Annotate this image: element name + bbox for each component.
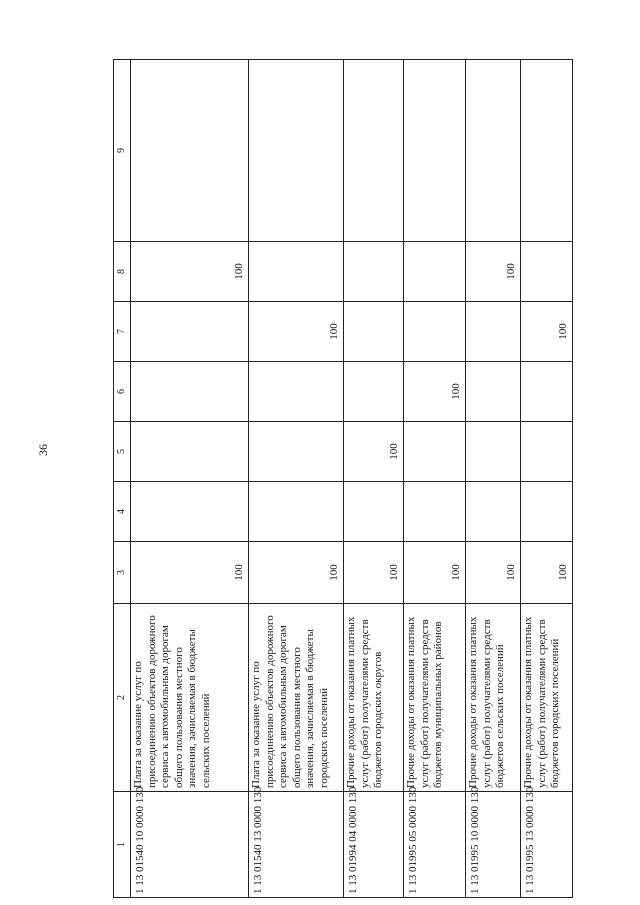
cell-col-3: 100 — [404, 542, 466, 604]
cell-col-4 — [344, 482, 404, 542]
cell-col-5 — [131, 422, 249, 482]
cell-col-5 — [521, 422, 573, 482]
cell-col-8 — [404, 242, 466, 302]
cell-col-7 — [131, 302, 249, 362]
page-number: 36 — [36, 444, 50, 456]
cell-col-3: 100 — [249, 542, 344, 604]
header-col-4: 4 — [114, 482, 131, 542]
row-name: Прочие доходы от оказания платных услуг (работ) получателями средств бюджетов городских округов — [344, 604, 404, 792]
cell-col-6 — [521, 362, 573, 422]
cell-col-9 — [521, 60, 573, 242]
cell-col-7: 100 — [521, 302, 573, 362]
cell-col-3: 100 — [344, 542, 404, 604]
table-row — [249, 60, 344, 898]
cell-col-4 — [521, 482, 573, 542]
cell-col-7 — [404, 302, 466, 362]
row-name: Прочие доходы от оказания платных услуг (работ) получателями средств бюджетов городских поселений — [521, 604, 573, 792]
cell-col-7 — [344, 302, 404, 362]
header-col-5: 5 — [114, 422, 131, 482]
cell-col-5 — [466, 422, 521, 482]
cell-col-4 — [404, 482, 466, 542]
table-row — [344, 60, 404, 898]
header-col-7: 7 — [114, 302, 131, 362]
header-col-1: 1 — [114, 792, 131, 898]
row-name: Плата за оказание услуг по присоединению объектов дорожного сервиса к автомобильным дорогам общего пользования местного значения, зачисляемая в бюджеты городских поселений — [249, 604, 344, 792]
row-name: Плата за оказание услуг по присоединению объектов дорожного сервиса к автомобильным дорогам общего пользования местного значения, зачисляемая в бюджеты сельских поселений — [131, 604, 249, 792]
header-col-8: 8 — [114, 242, 131, 302]
header-row — [114, 60, 131, 898]
row-code: 1 13 01994 04 0000 130 — [344, 792, 404, 898]
cell-col-3: 100 — [521, 542, 573, 604]
cell-col-6 — [249, 362, 344, 422]
row-name: Прочие доходы от оказания платных услуг (работ) получателями средств бюджетов муниципальных районов — [404, 604, 466, 792]
header-col-2: 2 — [114, 604, 131, 792]
cell-col-4 — [131, 482, 249, 542]
cell-col-5: 100 — [344, 422, 404, 482]
table-row — [131, 60, 249, 898]
cell-col-9 — [249, 60, 344, 242]
table-row — [466, 60, 521, 898]
cell-col-6: 100 — [404, 362, 466, 422]
table-row — [521, 60, 573, 898]
cell-col-6 — [131, 362, 249, 422]
cell-col-8 — [249, 242, 344, 302]
cell-col-9 — [131, 60, 249, 242]
row-name: Прочие доходы от оказания платных услуг (работ) получателями средств бюджетов сельских поселений — [466, 604, 521, 792]
cell-col-3: 100 — [466, 542, 521, 604]
cell-col-3: 100 — [131, 542, 249, 604]
cell-col-7 — [466, 302, 521, 362]
cell-col-6 — [466, 362, 521, 422]
revenue-table-rotated — [113, 60, 573, 898]
cell-col-4 — [466, 482, 521, 542]
header-col-6: 6 — [114, 362, 131, 422]
cell-col-4 — [249, 482, 344, 542]
header-col-3: 3 — [114, 542, 131, 604]
cell-col-5 — [249, 422, 344, 482]
row-code: 1 13 01540 13 0000 130 — [249, 792, 344, 898]
cell-col-8: 100 — [466, 242, 521, 302]
row-code: 1 13 01995 10 0000 130 — [466, 792, 521, 898]
cell-col-7: 100 — [249, 302, 344, 362]
cell-col-8: 100 — [131, 242, 249, 302]
cell-col-8 — [521, 242, 573, 302]
cell-col-9 — [404, 60, 466, 242]
cell-col-9 — [466, 60, 521, 242]
revenue-table — [113, 59, 573, 898]
row-code: 1 13 01540 10 0000 130 — [131, 792, 249, 898]
row-code: 1 13 01995 05 0000 130 — [404, 792, 466, 898]
cell-col-8 — [344, 242, 404, 302]
header-col-9: 9 — [114, 60, 131, 242]
table-row — [404, 60, 466, 898]
cell-col-5 — [404, 422, 466, 482]
cell-col-6 — [344, 362, 404, 422]
cell-col-9 — [344, 60, 404, 242]
row-code: 1 13 01995 13 0000 130 — [521, 792, 573, 898]
